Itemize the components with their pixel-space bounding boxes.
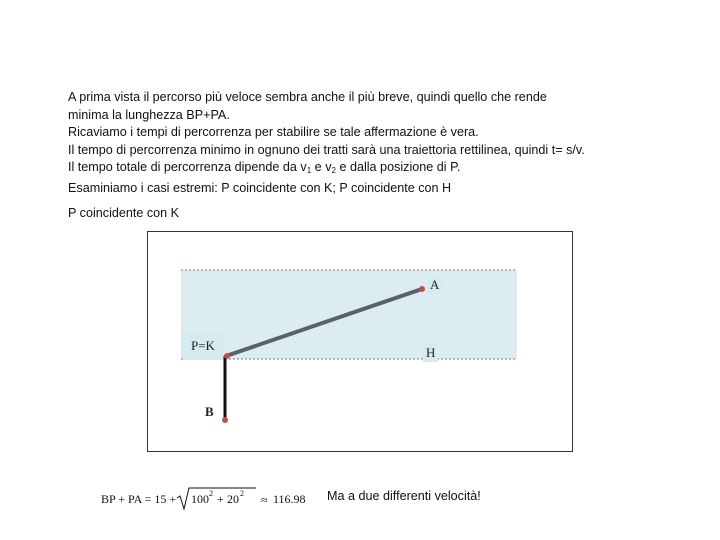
formula-plus: +	[214, 492, 227, 506]
label-b: B	[205, 404, 214, 419]
formula-exp-a: 2	[209, 489, 213, 498]
point-b	[222, 417, 228, 423]
text-line-2: minima la lunghezza BP+PA.	[68, 107, 230, 122]
line5-post: e dalla posizione di P.	[335, 160, 461, 175]
velocity-note: Ma a due differenti velocità!	[327, 489, 481, 503]
point-p	[224, 353, 230, 359]
text-line-6: Esaminiamo i casi estremi: P coincidente con K; P coincidente con H	[68, 180, 452, 195]
formula-term-a: 100	[191, 492, 209, 506]
line5-mid: e v	[311, 160, 332, 175]
formula-render	[101, 484, 311, 516]
formula-exp-b: 2	[240, 489, 244, 498]
line5-pre: Il tempo totale di percorrenza dipende da v	[68, 160, 307, 175]
v2-subscript: 2	[331, 166, 336, 176]
figure-caption: P coincidente con K	[68, 206, 180, 220]
text-line-4: Il tempo di percorrenza minimo in ognuno dei tratti sarà una traiettoria rettilinea, quindi t= s/v.	[68, 142, 585, 157]
formula-approx: ≈	[261, 493, 268, 507]
formula-bp-pa	[101, 484, 311, 520]
text-line-5	[68, 159, 668, 180]
formula-result: 116.98	[273, 492, 306, 506]
formula-lhs: BP + PA = 15 +	[101, 492, 177, 506]
label-h: H	[423, 344, 438, 362]
point-a	[419, 286, 425, 292]
intro-paragraph	[68, 89, 668, 198]
v1-subscript: 1	[306, 166, 312, 176]
diagram-frame	[147, 231, 573, 452]
label-p-equals-k: P=K	[183, 332, 223, 360]
text-line-3: Ricaviamo i tempi di percorrenza per stabilire se tale affermazione è vera.	[68, 125, 479, 140]
text-line-1: A prima vista il percorso più veloce sembra anche il più breve, quindi quello che rende	[68, 90, 547, 104]
label-a: A	[427, 276, 442, 294]
formula-term-b: 20	[227, 492, 239, 506]
